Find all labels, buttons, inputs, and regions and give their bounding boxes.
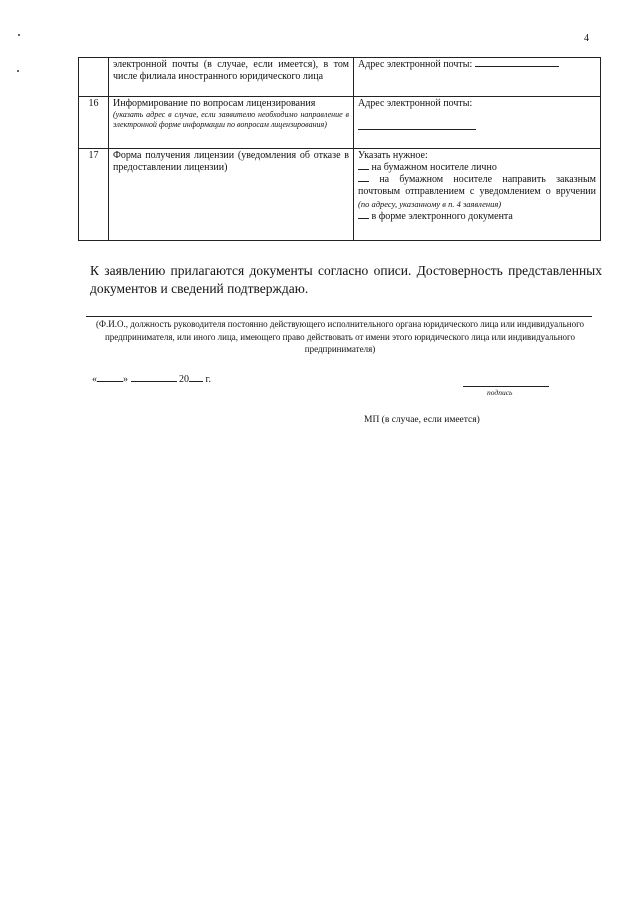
option-note: (по адресу, указанному в п. 4 заявления)	[358, 199, 502, 209]
row-description: Форма получения лицензии (уведомления об отказе в предоставлении лицензии)	[109, 149, 354, 241]
row-description-text: Информирование по вопросам лицензирования	[113, 98, 316, 109]
date-close-quote: »	[123, 374, 128, 385]
signature-label: подпись	[487, 388, 513, 397]
year-input-line[interactable]	[189, 381, 203, 382]
email-label: Адрес электронной почты:	[358, 59, 473, 70]
table-row	[79, 149, 601, 241]
option-electronic[interactable]	[358, 211, 596, 223]
signature-line[interactable]	[463, 386, 549, 387]
year-prefix: 20	[179, 374, 189, 385]
option-mark-line[interactable]	[358, 181, 369, 182]
option-mark-line[interactable]	[358, 169, 369, 170]
scan-speck	[17, 70, 19, 72]
row-description	[109, 97, 354, 149]
option-text: на бумажном носителе направить заказным почтовым отправлением с уведомлением о вручении	[358, 174, 596, 197]
option-text: в форме электронного документа	[371, 211, 513, 222]
day-input-line[interactable]	[97, 381, 123, 382]
row-value	[354, 97, 601, 149]
row-description: электронной почты (в случае, если имеется), в том числе филиала иностранного юридического лица	[109, 58, 354, 97]
email-label: Адрес электронной почты:	[358, 98, 473, 109]
year-suffix: г.	[205, 374, 211, 385]
option-mail[interactable]	[358, 174, 596, 211]
scan-speck	[18, 34, 20, 36]
table-row	[79, 97, 601, 149]
signature-name-line[interactable]	[86, 316, 592, 317]
row-number	[79, 58, 109, 97]
application-table	[78, 57, 601, 241]
stamp-note: МП (в случае, если имеется)	[364, 415, 480, 425]
row-value	[354, 58, 601, 97]
option-mark-line[interactable]	[358, 218, 369, 219]
email-input-line[interactable]	[475, 66, 559, 67]
option-text: на бумажном носителе лично	[371, 162, 497, 173]
page-number: 4	[584, 33, 589, 44]
month-input-line[interactable]	[131, 381, 177, 382]
row-number: 16	[79, 97, 109, 149]
table-row	[79, 58, 601, 97]
row-number: 17	[79, 149, 109, 241]
date-open-quote: «	[92, 374, 97, 385]
row-description-note: (указать адрес в случае, если заявителю необходимо направление в электронной форме информации по вопросам лицензирования)	[113, 110, 349, 129]
row-value	[354, 149, 601, 241]
email-input-line[interactable]	[358, 129, 476, 130]
signature-caption: (Ф.И.О., должность руководителя постоянно действующего исполнительного органа юридического лица или индивидуального предпринимателя, или иного лица, имеющего право действовать от имени этого юридического лица или индивидуального предпринимателя)	[95, 319, 585, 354]
option-personal[interactable]	[358, 162, 596, 174]
attachment-statement: К заявлению прилагаются документы согласно описи. Достоверность представленных документов и сведений подтверждаю.	[90, 263, 602, 296]
choice-label: Указать нужное:	[358, 150, 428, 161]
date-line	[92, 374, 211, 385]
